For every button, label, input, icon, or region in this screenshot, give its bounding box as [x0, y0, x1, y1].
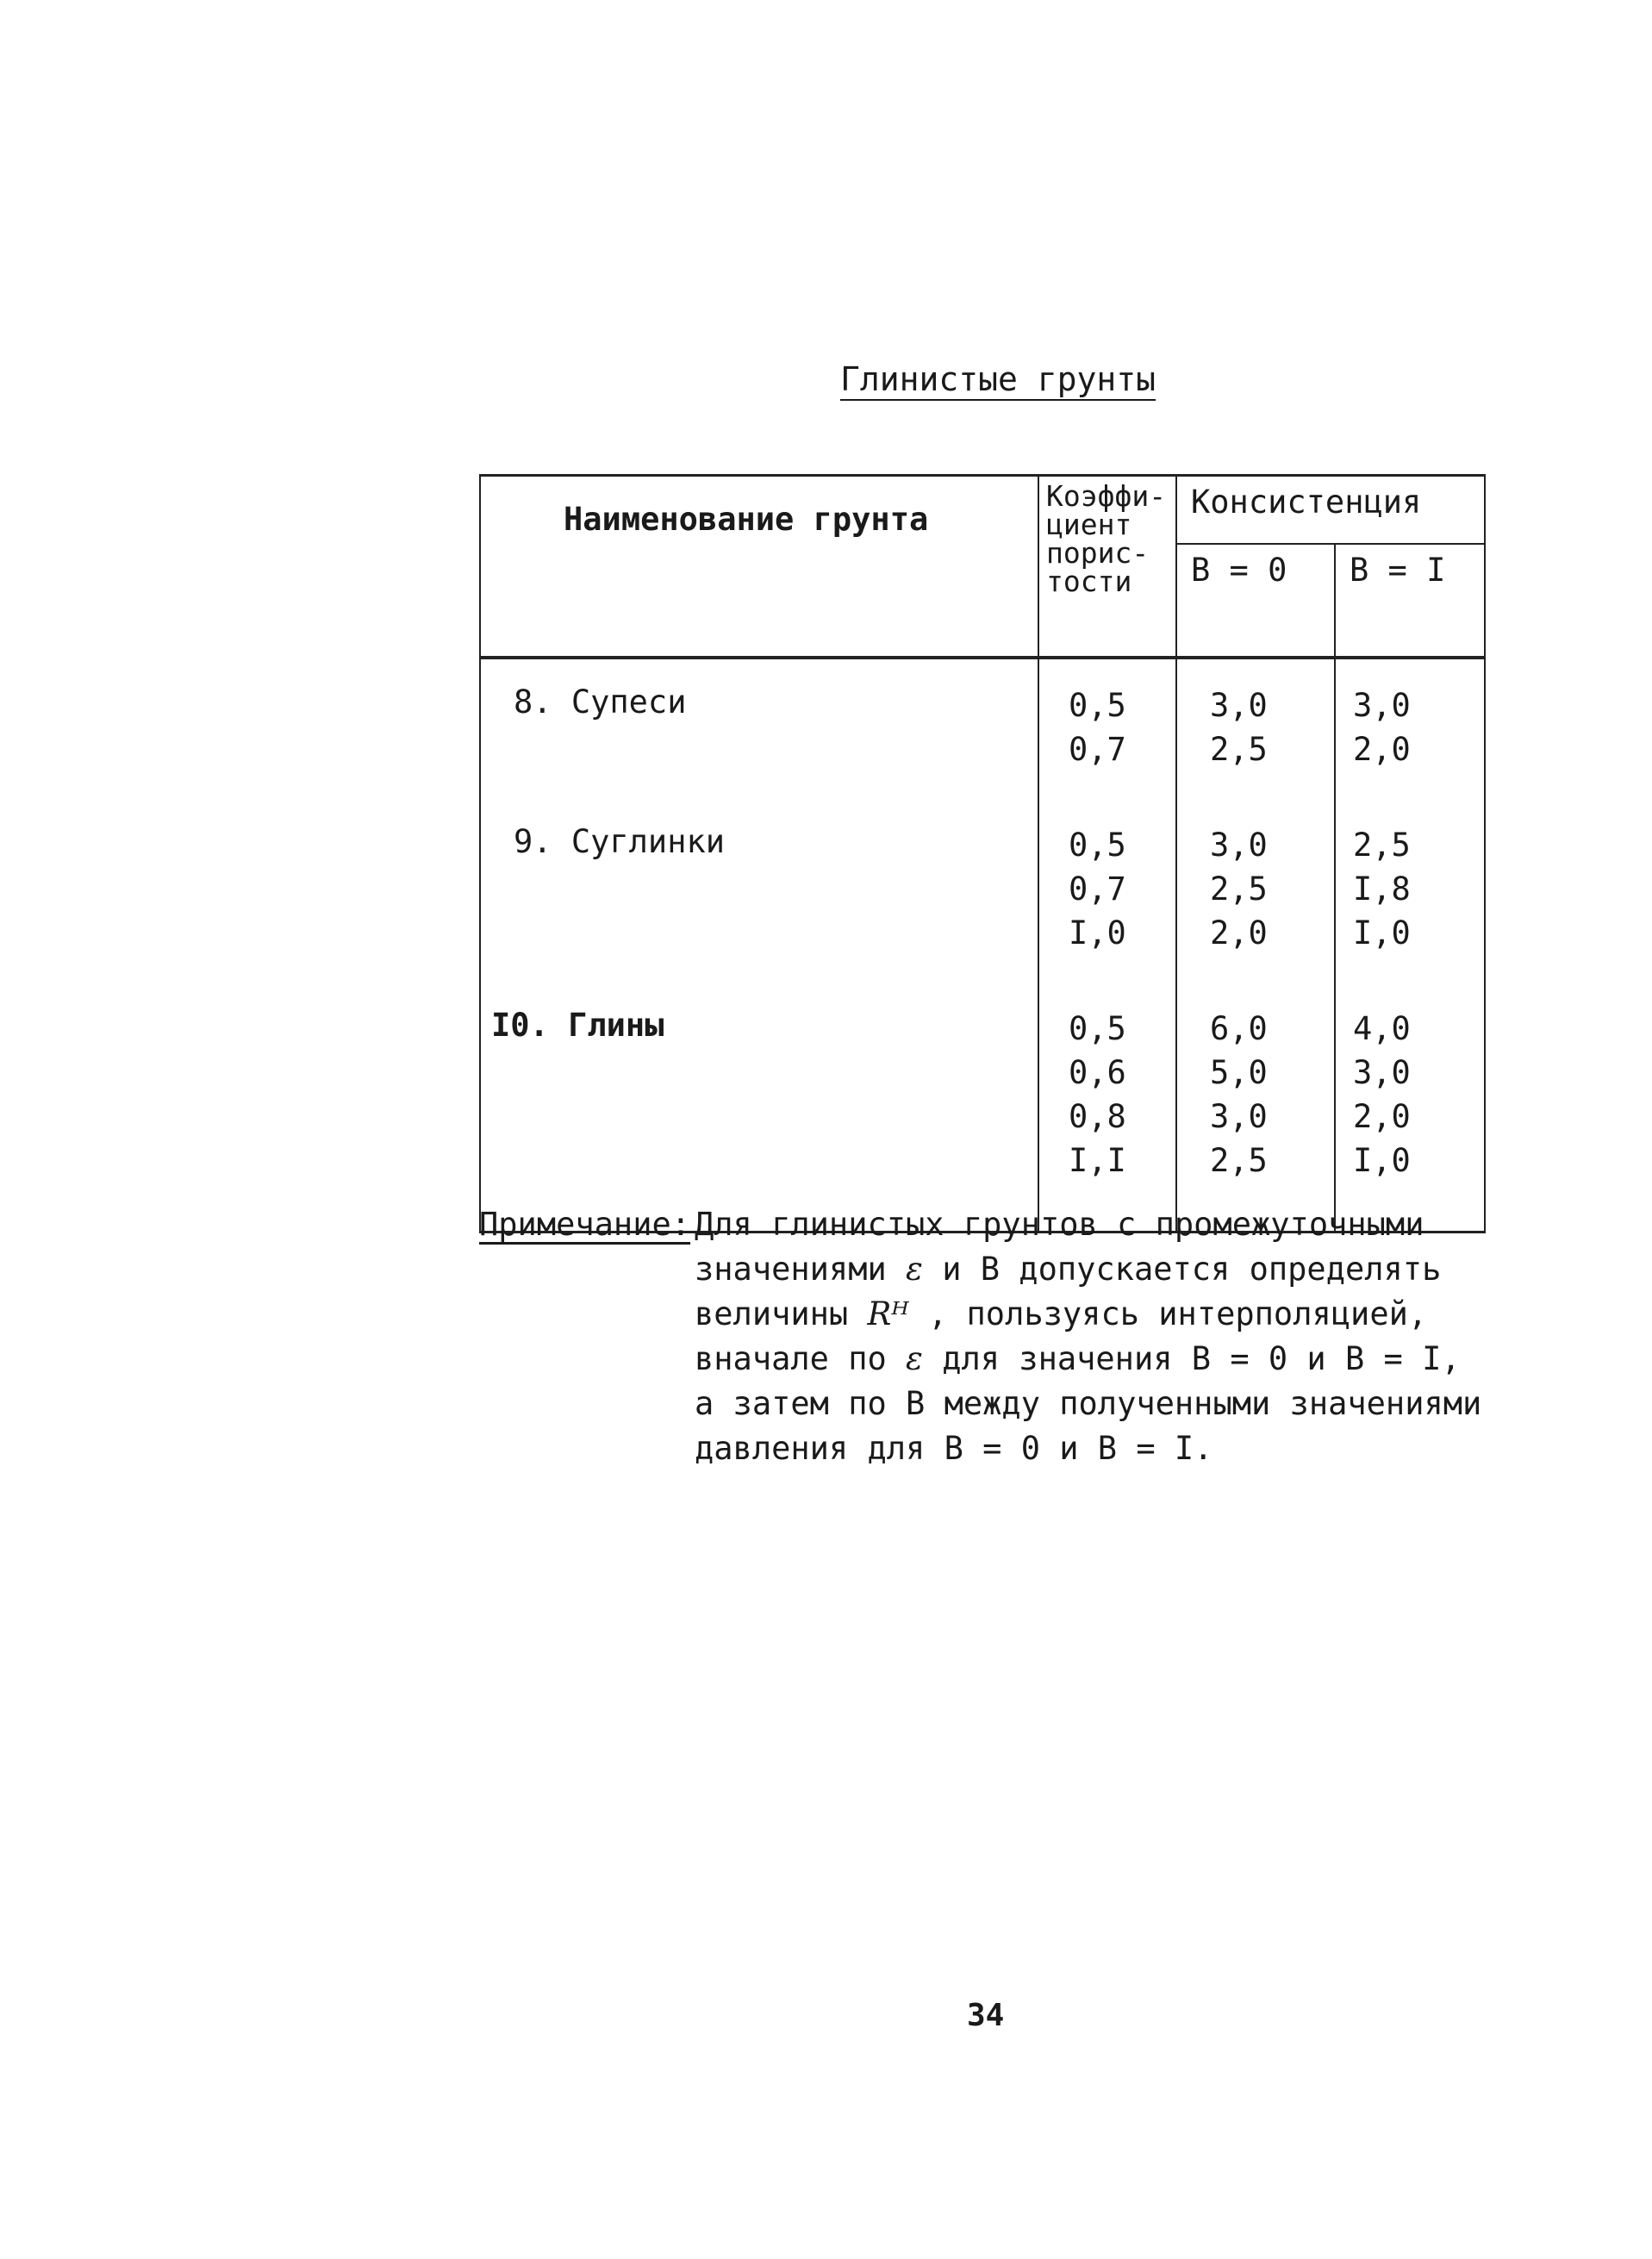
soil-pressure-table	[479, 474, 1486, 1233]
value-cell: 3,0	[1353, 687, 1411, 724]
r-normative-symbol: Rᴴ	[867, 1295, 909, 1332]
note-line: давления для В = 0 и В = I.	[695, 1430, 1213, 1467]
porosity-values	[1038, 986, 1176, 1232]
note-text: величины	[695, 1295, 849, 1332]
page-title: Глинистые грунты	[840, 360, 1156, 398]
note-text: для значения В = 0 и В = I,	[942, 1340, 1461, 1377]
note-line: а затем по В между полученными значениями	[695, 1385, 1482, 1422]
value-cell: 0,5	[1069, 1010, 1126, 1047]
soil-name: 8. Супеси	[480, 658, 1038, 802]
value-cell: 3,0	[1210, 687, 1268, 724]
value-cell: 6,0	[1210, 1010, 1268, 1047]
value-cell: 2,5	[1210, 731, 1268, 768]
note-text: , пользуясь интерполяцией,	[927, 1295, 1428, 1332]
value-cell: 4,0	[1353, 1010, 1411, 1047]
value-cell: 3,0	[1353, 1054, 1411, 1091]
value-cell: 2,5	[1210, 871, 1268, 908]
note-line: Для глинистых грунтов с промежуточными	[695, 1206, 1424, 1243]
note-line	[695, 1247, 1556, 1292]
soil-name: 9. Суглинки	[480, 802, 1038, 986]
header-consistency: Консистенция	[1176, 476, 1485, 545]
value-cell: 0,7	[1069, 731, 1126, 768]
soil-name: I0. Глины	[480, 986, 1038, 1232]
value-cell: 0,6	[1069, 1054, 1126, 1091]
table-row	[480, 658, 1485, 802]
note-text: значениями	[695, 1251, 887, 1288]
header-b1: В = I	[1335, 544, 1485, 658]
note-body	[695, 1202, 1556, 1471]
note-line	[695, 1292, 1556, 1337]
b1-values	[1335, 658, 1485, 802]
value-cell: 2,5	[1210, 1142, 1268, 1179]
b0-values	[1176, 986, 1335, 1232]
header-coef-line: порис-	[1046, 536, 1150, 570]
note-line	[695, 1337, 1556, 1382]
epsilon-symbol: ε	[906, 1251, 923, 1288]
b1-values	[1335, 802, 1485, 986]
header-coef-line: тости	[1046, 565, 1132, 598]
value-cell: I,0	[1353, 914, 1411, 952]
value-cell: 2,0	[1210, 914, 1268, 952]
value-cell: 5,0	[1210, 1054, 1268, 1091]
porosity-values	[1038, 802, 1176, 986]
note-text: и В допускается определять	[942, 1251, 1442, 1288]
header-b0: В = 0	[1176, 544, 1335, 658]
epsilon-symbol: ε	[906, 1340, 923, 1377]
table-row	[480, 802, 1485, 986]
value-cell: 0,5	[1069, 687, 1126, 724]
value-cell: 3,0	[1210, 1098, 1268, 1135]
value-cell: I,0	[1353, 1142, 1411, 1179]
b0-values	[1176, 658, 1335, 802]
value-cell: 0,8	[1069, 1098, 1126, 1135]
header-coef-line: циент	[1046, 508, 1132, 541]
header-soil-name: Наименование грунта	[480, 476, 1038, 658]
page-number: 34	[967, 1998, 1005, 2033]
value-cell: I,8	[1353, 871, 1411, 908]
header-coef-line: Коэффи-	[1046, 479, 1167, 513]
value-cell: 2,0	[1353, 1098, 1411, 1135]
table-row	[480, 986, 1485, 1232]
b0-values	[1176, 802, 1335, 986]
note-text: вначале по	[695, 1340, 887, 1377]
value-cell: 3,0	[1210, 827, 1268, 864]
porosity-values	[1038, 658, 1176, 802]
note-label: Примечание:	[479, 1206, 691, 1243]
value-cell: I,0	[1069, 914, 1126, 952]
value-cell: 0,5	[1069, 827, 1126, 864]
b1-values	[1335, 986, 1485, 1232]
value-cell: 0,7	[1069, 871, 1126, 908]
value-cell: I,I	[1069, 1142, 1126, 1179]
value-cell: 2,5	[1353, 827, 1411, 864]
header-porosity-coefficient	[1038, 476, 1176, 658]
value-cell: 2,0	[1353, 731, 1411, 768]
